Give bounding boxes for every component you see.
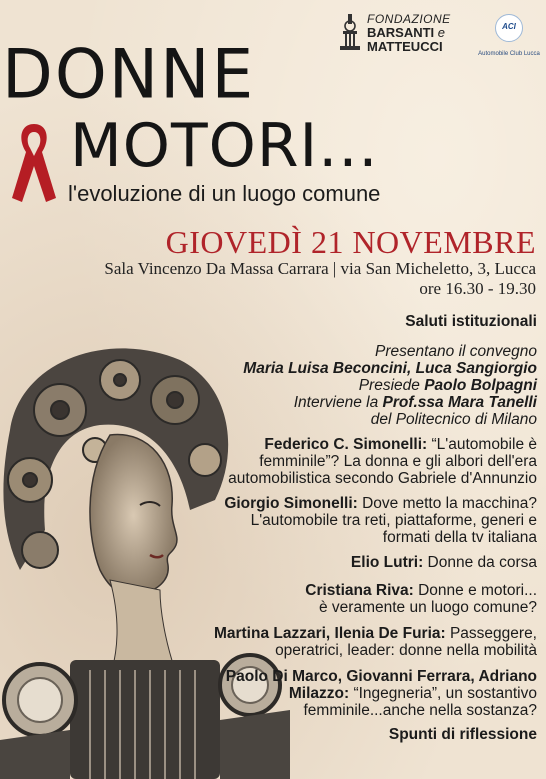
talk-6-line3: femminile...anche nella sostanza?: [303, 702, 537, 719]
program-greetings: Saluti istituzionali: [405, 313, 537, 330]
talk-2-line3: formati della tv italiana: [382, 529, 537, 546]
speaker-line: Interviene la Prof.ssa Mara Tanelli: [293, 394, 537, 411]
presenters: Maria Luisa Beconcini, Luca Sangiorgio: [243, 360, 537, 377]
event-venue: Sala Vincenzo Da Massa Carrara | via San Micheletto, 3, Lucca: [104, 259, 536, 278]
talk-2-line2: L'automobile tra reti, piattaforme, generi e: [250, 512, 537, 529]
event-time: ore 16.30 - 19.30: [419, 279, 536, 298]
talk-6-line2: Milazzo: “Ingegneria”, un sostantivo: [288, 685, 537, 702]
fondazione-label: FONDAZIONE: [367, 12, 451, 26]
subtitle: l'evoluzione di un luogo comune: [68, 181, 381, 206]
fondazione-logo: [337, 12, 467, 54]
talk-6-line1: Paolo Di Marco, Giovanni Ferrara, Adriano: [225, 668, 537, 685]
talk-2-line1: Giorgio Simonelli: Dove metto la macchina?: [224, 495, 537, 512]
speaker-affiliation: del Politecnico di Milano: [370, 411, 537, 428]
red-ribbon-icon: [8, 118, 60, 204]
title-line2: MOTORI...: [70, 111, 379, 181]
aci-caption: Automobile Club Lucca: [478, 51, 540, 57]
monument-icon: [337, 14, 363, 52]
program-closing: Spunti di riflessione: [388, 726, 537, 743]
talk-5-line2: operatrici, leader: donne nella mobilità: [275, 642, 537, 659]
fondazione-name-line: BARSANTI e: [367, 25, 446, 40]
talk-4-line2: è veramente un luogo comune?: [318, 599, 537, 616]
talk-1-line3: automobilistica secondo Gabriele d'Annunzio: [228, 470, 537, 487]
talk-5-line1: Martina Lazzari, Ilenia De Furia: Passeggere,: [213, 625, 537, 642]
fondazione-name-line2: MATTEUCCI: [367, 39, 443, 54]
talk-1-line2: femminile”? La donna e gli albori dell'era: [259, 453, 537, 470]
aci-logo: [474, 14, 544, 62]
aci-badge: ACI: [495, 14, 523, 42]
chair-line: Presiede Paolo Bolpagni: [358, 377, 537, 394]
talk-3: Elio Lutri: Donne da corsa: [350, 554, 537, 571]
event-date: GIOVEDÌ 21 NOVEMBRE: [165, 224, 536, 260]
talk-1-line1: Federico C. Simonelli: “L'automobile è: [264, 436, 537, 453]
intro-line: Presentano il convegno: [374, 343, 537, 360]
woman-gears-illustration: [0, 340, 290, 779]
title-line1: DONNE: [2, 35, 256, 114]
talk-4-line1: Cristiana Riva: Donne e motori...: [305, 582, 537, 599]
